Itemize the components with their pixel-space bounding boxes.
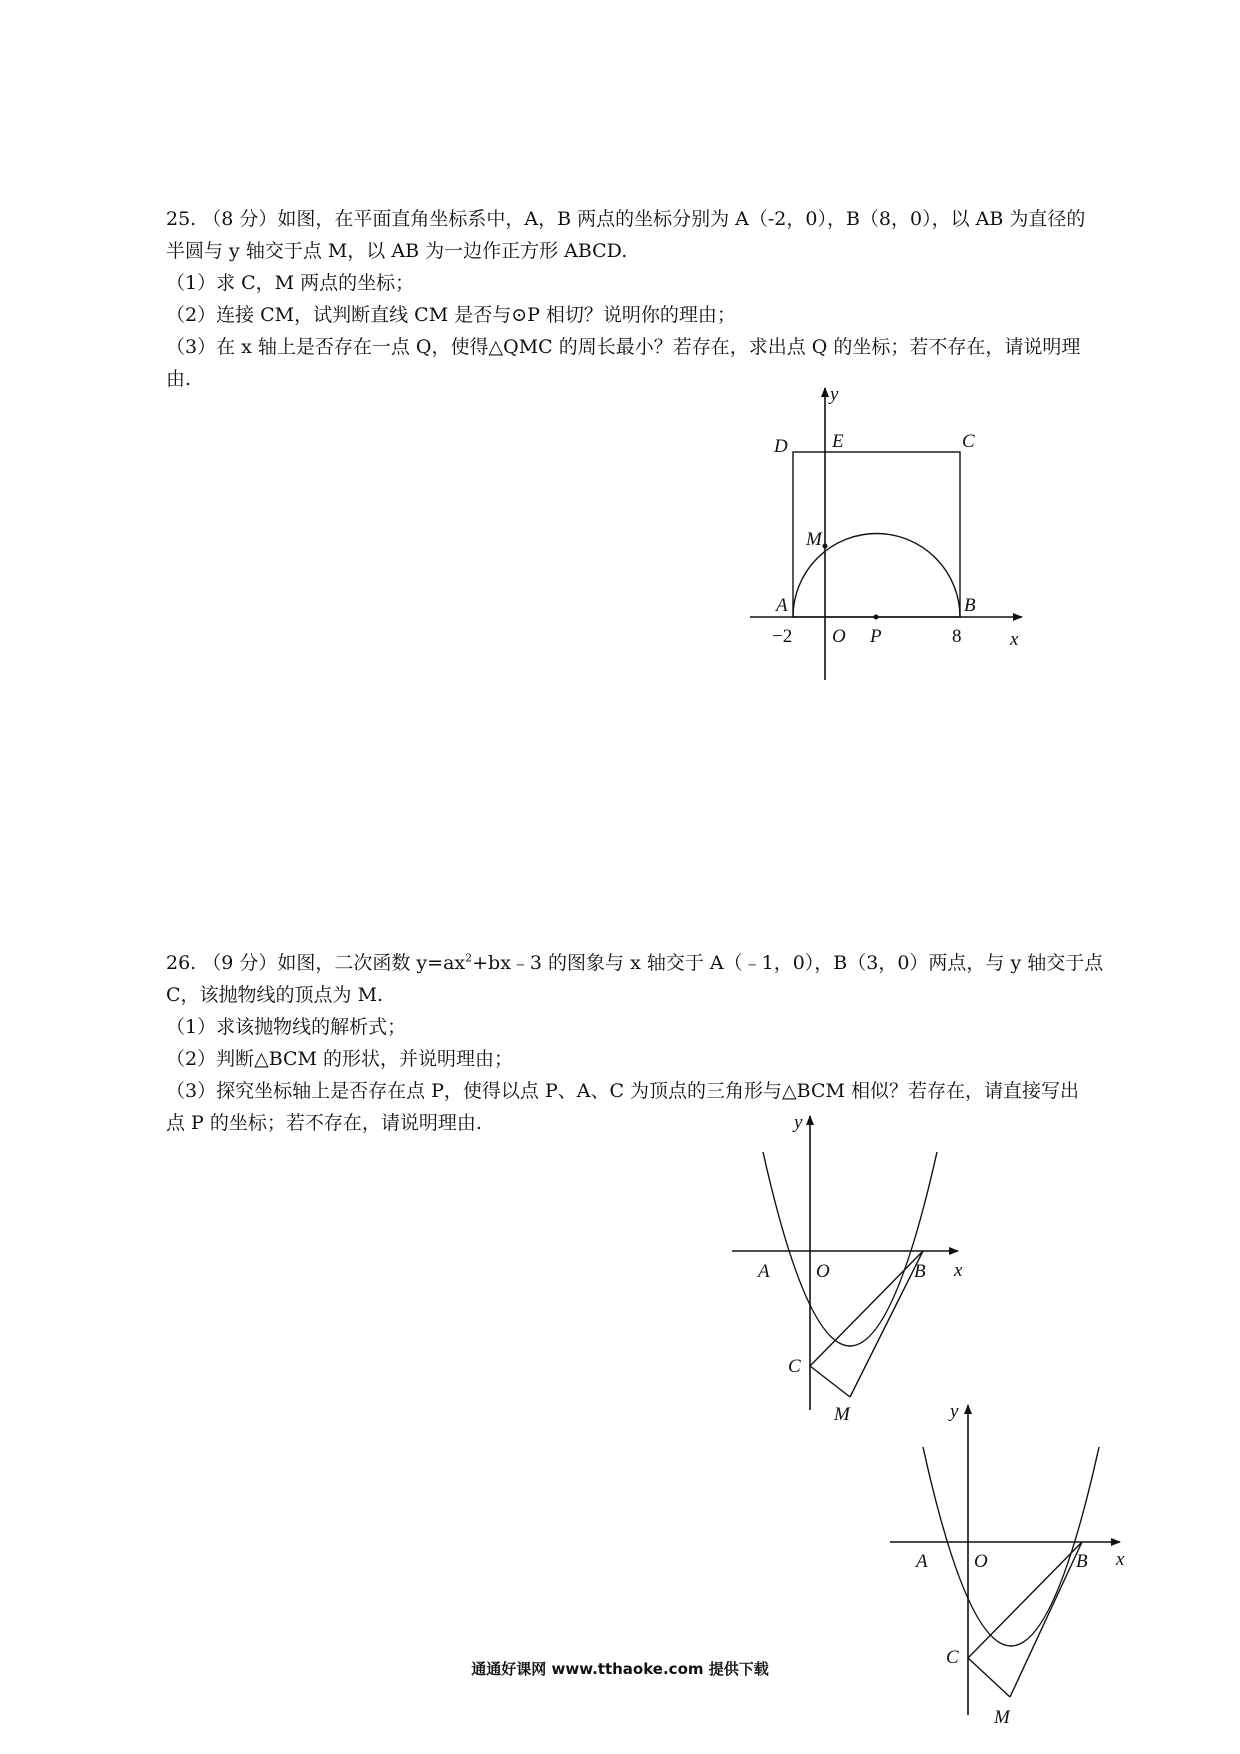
- label-x: x: [1010, 629, 1019, 650]
- problem-26-stem-part2: +bx﹣3 的图象与 x 轴交于 A（﹣1，0），B（3，0）两点，与 y 轴交于点: [472, 952, 1104, 974]
- tick-8: 8: [952, 626, 962, 647]
- problem-25-figure: [740, 380, 1040, 680]
- label-c: C: [788, 1356, 801, 1377]
- problem-25-question-3-line2: 由.: [166, 368, 192, 390]
- tick-neg2: −2: [772, 626, 793, 647]
- label-o: O: [832, 626, 846, 647]
- label-m: M: [834, 1404, 850, 1425]
- footer-watermark: 通通好课网 www.tthaoke.com 提供下载: [471, 1660, 769, 1678]
- point-m: [823, 544, 828, 549]
- problem-26-stem-line1: [166, 947, 1184, 979]
- problem-25-question-2: （2）连接 CM，试判断直线 CM 是否与⊙P 相切？说明你的理由；: [166, 304, 736, 326]
- problem-26-question-3-line2: 点 P 的坐标；若不存在，请说明理由.: [166, 1112, 482, 1134]
- problem-25-question-3-line1: （3）在 x 轴上是否存在一点 Q，使得△QMC 的周长最小？若存在，求出点 Q 的坐标；若不存在，请说明理: [166, 336, 1081, 358]
- parabola: [763, 1152, 937, 1346]
- label-o: O: [974, 1551, 988, 1572]
- problem-26-question-2: （2）判断△BCM 的形状，并说明理由；: [166, 1048, 514, 1070]
- label-b: B: [1076, 1551, 1088, 1572]
- label-b: B: [914, 1261, 926, 1282]
- label-b: B: [964, 595, 976, 616]
- problem-26-question-3-line1: （3）探究坐标轴上是否存在点 P，使得以点 P、A、C 为顶点的三角形与△BCM 相似？若存在，请直接写出: [166, 1080, 1079, 1102]
- label-y: y: [950, 1401, 959, 1422]
- problem-26-question-1: （1）求该抛物线的解析式；: [166, 1016, 407, 1038]
- label-a: A: [758, 1261, 770, 1282]
- label-m: M: [994, 1707, 1010, 1728]
- problem-26-stem-part1: 26. （9 分）如图，二次函数 y=ax: [166, 952, 466, 974]
- point-p: [874, 615, 879, 620]
- problem-25-stem-line2: 半圆与 y 轴交于点 M，以 AB 为一边作正方形 ABCD.: [166, 240, 628, 262]
- label-m: M: [806, 529, 822, 550]
- label-a: A: [916, 1551, 928, 1572]
- problem-26-exponent: 2: [465, 951, 473, 965]
- label-a: A: [776, 595, 788, 616]
- problem-26-figure-1: [720, 1110, 980, 1430]
- label-p: P: [870, 626, 882, 647]
- parabola: [923, 1447, 1099, 1646]
- label-y: y: [830, 384, 839, 405]
- label-o: O: [816, 1261, 830, 1282]
- label-x: x: [1116, 1549, 1125, 1570]
- problem-26-figure-2: [880, 1395, 1140, 1735]
- label-d: D: [774, 436, 788, 457]
- segment-cm: [810, 1366, 850, 1397]
- problem-26-stem-line2: C，该抛物线的顶点为 M.: [166, 984, 384, 1006]
- label-c: C: [962, 431, 975, 452]
- label-e: E: [832, 431, 844, 452]
- problem-26: [166, 947, 1184, 1139]
- problem-25: [166, 203, 1184, 395]
- label-x: x: [954, 1260, 963, 1281]
- problem-25-question-1: （1）求 C，M 两点的坐标；: [166, 272, 415, 294]
- segment-bm: [850, 1251, 923, 1397]
- label-y: y: [794, 1112, 803, 1133]
- problem-25-stem-line1: 25. （8 分）如图，在平面直角坐标系中，A，B 两点的坐标分别为 A（-2，0），B（8，0），以 AB 为直径的: [166, 208, 1086, 230]
- label-c: C: [946, 1647, 959, 1668]
